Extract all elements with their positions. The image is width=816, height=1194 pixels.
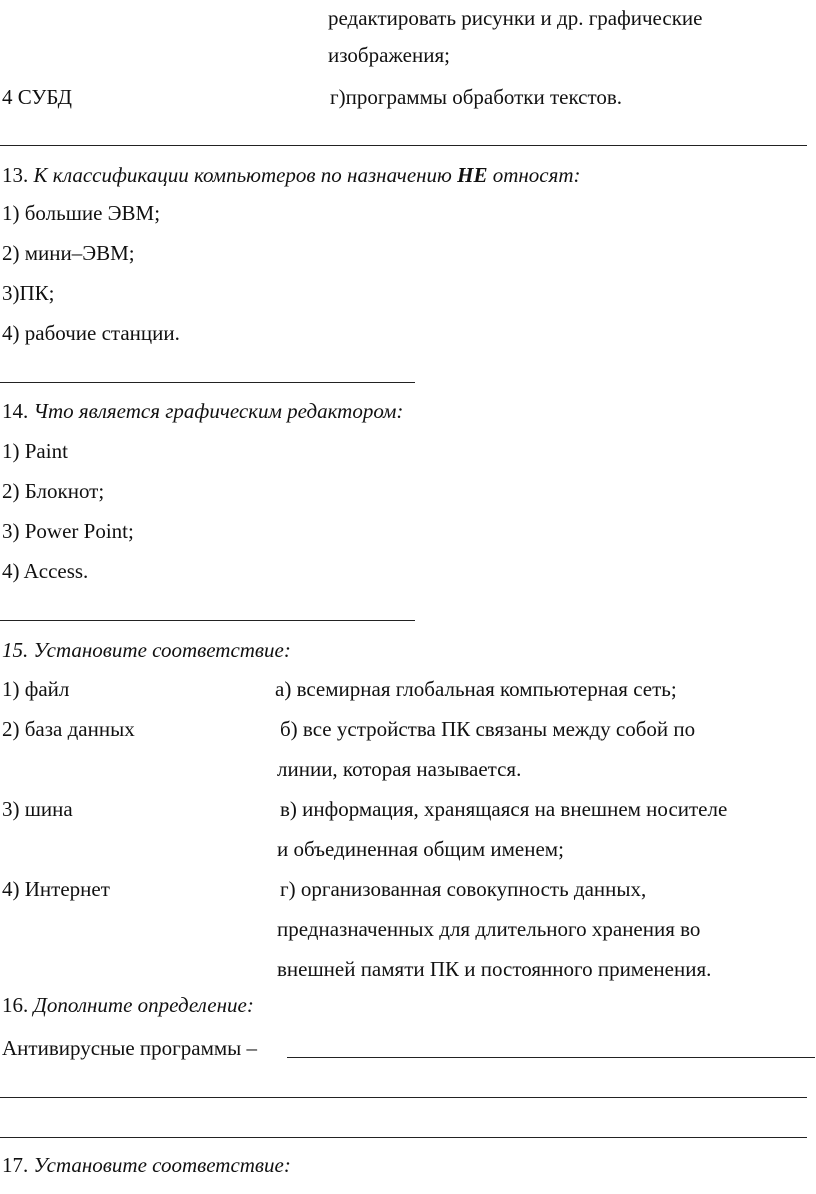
question-text: Что является графическим редактором:	[33, 399, 404, 423]
separator-line	[0, 145, 807, 146]
answer-blank-line[interactable]	[287, 1057, 815, 1058]
match-left-item: 1) файл	[2, 677, 70, 701]
answer-blank-line[interactable]	[0, 1097, 807, 1098]
separator-line	[0, 620, 415, 621]
question-number: 15.	[2, 638, 29, 662]
match-right-item-continued: внешней памяти ПК и постоянного применения.	[277, 957, 712, 981]
option-item: 2) Блокнот;	[2, 479, 105, 503]
question-17	[2, 1155, 291, 1176]
question-number: 17.	[2, 1153, 34, 1177]
separator-line	[0, 382, 415, 383]
match-right-item: г) организованная совокупность данных,	[280, 877, 647, 901]
question-number: 13.	[2, 163, 34, 187]
question-14	[2, 401, 403, 422]
answer-blank-line[interactable]	[0, 1137, 807, 1138]
match-right-item-continued: предназначенных для длительного хранения во	[277, 917, 701, 941]
question-number: 16.	[2, 993, 34, 1017]
match-right-item-continued: и объединенная общим именем;	[277, 837, 564, 861]
match-left-item: 4) Интернет	[2, 877, 110, 901]
question-number: 14.	[2, 399, 34, 423]
match-right-item: б) все устройства ПК связаны между собой по	[280, 717, 696, 741]
question-16	[2, 995, 254, 1016]
match-left-item-4: 4 СУБД	[2, 85, 72, 109]
option-item: 3)ПК;	[2, 281, 55, 305]
question-text: К классификации компьютеров по назначению	[33, 163, 458, 187]
continued-answer-line-2: изображения;	[328, 43, 450, 67]
option-item: 4) Access.	[2, 559, 89, 583]
question-13	[2, 165, 581, 186]
match-right-item: в) информация, хранящаяся на внешнем носителе	[280, 797, 728, 821]
option-item: 4) рабочие станции.	[2, 321, 180, 345]
question-text: Установите соответствие:	[33, 1153, 291, 1177]
question-text: Установите соответствие:	[28, 638, 291, 662]
continued-answer-line-1: редактировать рисунки и др. графические	[328, 6, 703, 30]
match-left-item: 3) шина	[2, 797, 73, 821]
option-item: 1) Paint	[2, 439, 68, 463]
option-item: 1) большие ЭВМ;	[2, 201, 161, 225]
match-left-item: 2) база данных	[2, 717, 135, 741]
match-right-item: а) всемирная глобальная компьютерная сеть;	[275, 677, 677, 701]
answer-prefix: Антивирусные программы –	[2, 1036, 258, 1060]
option-item: 3) Power Point;	[2, 519, 134, 543]
question-15	[2, 640, 291, 661]
question-text: Дополните определение:	[33, 993, 254, 1017]
question-text: относят:	[487, 163, 581, 187]
option-item: 2) мини–ЭВМ;	[2, 241, 135, 265]
match-right-item-continued: линии, которая называется.	[277, 757, 522, 781]
match-right-item-g: г)программы обработки текстов.	[330, 85, 623, 109]
question-emphasis: НЕ	[457, 163, 488, 187]
